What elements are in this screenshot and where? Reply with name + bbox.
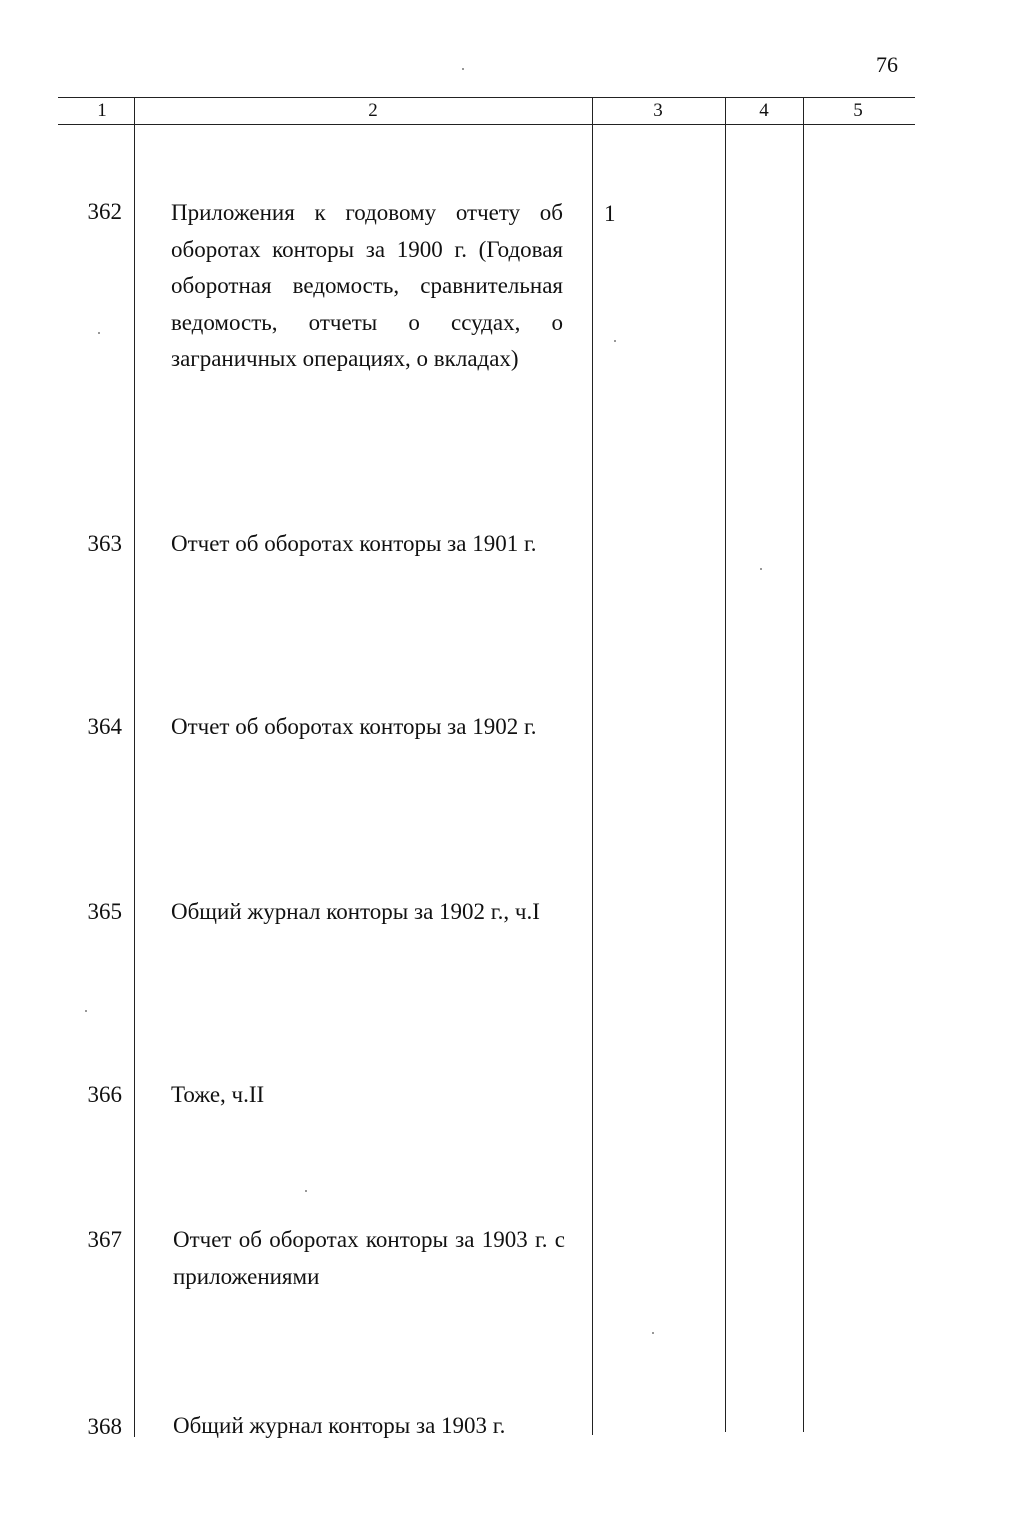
column-divider-2-3 — [592, 97, 593, 1435]
row-number: 365 — [87, 899, 122, 924]
row-title: Общий журнал конторы за 1902 г., ч.I — [171, 899, 540, 924]
row-title: Приложения к годовому отчету об оборотах конторы за 1900 г. (Годовая оборотная ведомость, сравнительная ведомость, отчеты о ссудах, о заграничных операциях, о вкладах) — [171, 200, 563, 372]
row-number: 366 — [87, 1082, 122, 1107]
column-header-5: 5 — [853, 100, 863, 121]
row-title: Тоже, ч.II — [171, 1082, 265, 1107]
scan-speck — [85, 1010, 87, 1012]
column-header-4: 4 — [759, 100, 769, 121]
scan-speck — [652, 1332, 654, 1334]
column-divider-4-5 — [803, 97, 804, 1432]
row-title: Общий журнал конторы за 1903 г. — [173, 1413, 506, 1438]
column-header-3: 3 — [653, 100, 663, 121]
row-number: 367 — [87, 1227, 122, 1252]
row-column-3-value: 1 — [604, 201, 616, 226]
column-divider-3-4 — [725, 97, 726, 1432]
row-title: Отчет об оборотах конторы за 1903 г. с приложениями — [173, 1227, 565, 1289]
row-number: 364 — [87, 714, 122, 739]
scan-speck — [462, 68, 464, 70]
table-header-bottom-border — [58, 124, 915, 125]
row-title: Отчет об оборотах конторы за 1901 г. — [171, 531, 537, 556]
page-number: 76 — [876, 52, 898, 77]
column-divider-1-2 — [134, 97, 135, 1437]
row-title: Отчет об оборотах конторы за 1902 г. — [171, 714, 537, 739]
scan-speck — [98, 332, 100, 334]
scan-speck — [305, 1190, 307, 1192]
column-header-1: 1 — [97, 100, 107, 121]
row-number: 368 — [87, 1414, 122, 1439]
scan-speck — [760, 568, 762, 570]
row-number: 363 — [87, 531, 122, 556]
row-number: 362 — [87, 199, 122, 224]
scan-speck — [614, 340, 616, 342]
column-header-2: 2 — [368, 100, 378, 121]
table-top-border — [58, 97, 915, 98]
